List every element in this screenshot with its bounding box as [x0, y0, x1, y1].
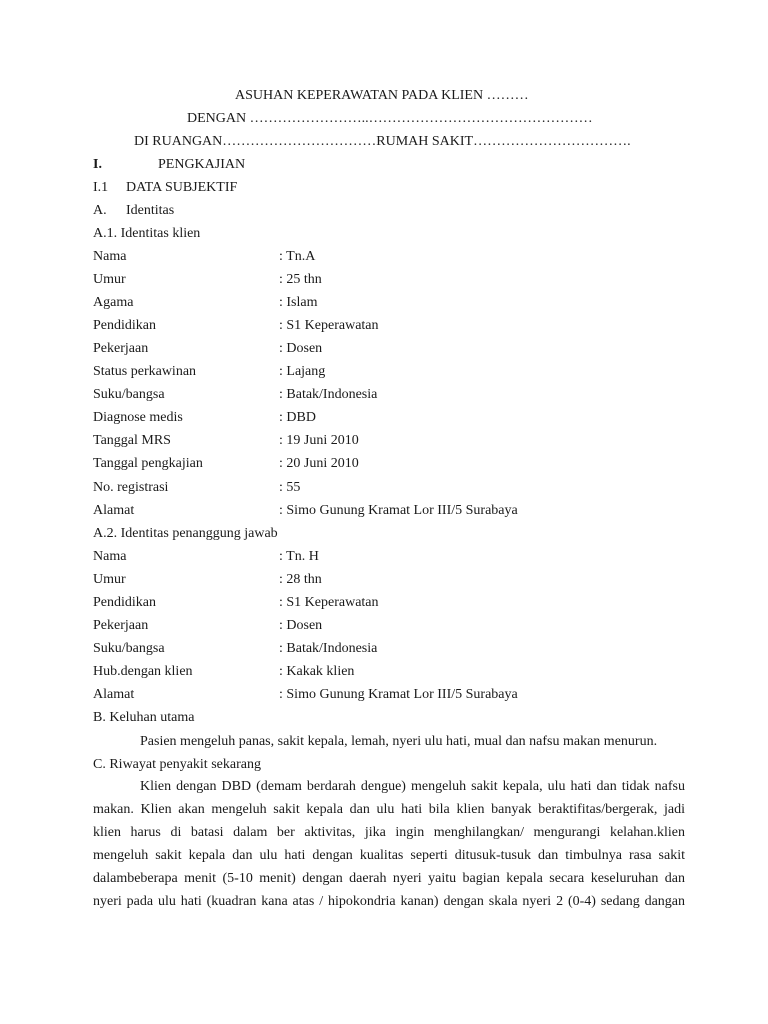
row-value: : Dosen — [279, 341, 323, 356]
table-row — [0, 455, 768, 473]
table-row — [0, 571, 768, 589]
row-value: : Tn. H — [279, 549, 319, 564]
row-label: Agama — [93, 295, 134, 310]
row-label: Umur — [93, 572, 126, 587]
row-value: : Kakak klien — [279, 664, 355, 679]
identitas-title: Identitas — [126, 203, 175, 218]
row-value: : 19 Juni 2010 — [279, 433, 359, 448]
table-row — [0, 271, 768, 289]
keluhan-text: Pasien mengeluh panas, sakit kepala, lemah, nyeri ulu hati, mual dan nafsu makan menurun. — [140, 734, 658, 749]
row-value: : S1 Keperawatan — [279, 318, 379, 333]
row-value: : DBD — [279, 410, 316, 425]
table-row — [0, 640, 768, 658]
row-value: : Simo Gunung Kramat Lor III/5 Surabaya — [279, 687, 518, 702]
riwayat-heading: C. Riwayat penyakit sekarang — [93, 757, 261, 772]
subsection-title: DATA SUBJEKTIF — [126, 180, 238, 195]
row-value: : Dosen — [279, 618, 323, 633]
klien-heading: A.1. Identitas klien — [93, 226, 201, 241]
row-label: No. registrasi — [93, 480, 169, 495]
identitas-letter: A. — [93, 203, 107, 218]
table-row — [0, 317, 768, 335]
riwayat-paragraph — [93, 775, 685, 913]
row-label: Suku/bangsa — [93, 387, 165, 402]
keluhan-heading: B. Keluhan utama — [93, 710, 195, 725]
row-label: Pendidikan — [93, 595, 156, 610]
row-value: : Islam — [279, 295, 318, 310]
paragraph-line: dalambeberapa menit (5-10 menit) dengan daerah nyeri yaitu bagian kepala secara keseluruhan dan — [93, 871, 685, 886]
penanggung-heading: A.2. Identitas penanggung jawab — [93, 526, 278, 541]
table-row — [0, 502, 768, 520]
row-value: : 55 — [279, 480, 301, 495]
table-row — [0, 617, 768, 635]
table-row — [0, 248, 768, 266]
row-label: Pendidikan — [93, 318, 156, 333]
row-label: Nama — [93, 249, 127, 264]
row-value: : 25 thn — [279, 272, 322, 287]
row-label: Hub.dengan klien — [93, 664, 193, 679]
row-value: : 28 thn — [279, 572, 322, 587]
table-row — [0, 663, 768, 681]
row-value: : Tn.A — [279, 249, 316, 264]
table-row — [0, 409, 768, 427]
table-row — [0, 432, 768, 450]
row-label: Suku/bangsa — [93, 641, 165, 656]
table-row — [0, 363, 768, 381]
paragraph-line: mengeluh sakit kepala dan ulu hati dengan kualitas seperti ditusuk-tusuk dan timbulnya rasa sakit — [93, 848, 685, 863]
row-label: Umur — [93, 272, 126, 287]
row-value: : S1 Keperawatan — [279, 595, 379, 610]
row-label: Tanggal MRS — [93, 433, 171, 448]
paragraph-line: klien harus di batasi dalam ber aktivitas, jika ingin menghilangkan/ mengurangi kelahan.klien — [93, 825, 685, 840]
section-title: PENGKAJIAN — [158, 157, 246, 172]
paragraph-line: makan. Klien akan mengeluh sakit kepala dan ulu hati bila klien banyak beraktifitas/bergerak, jadi — [93, 802, 685, 817]
row-label: Pekerjaan — [93, 341, 149, 356]
paragraph-line: Klien dengan DBD (demam berdarah dengue) mengeluh sakit kepala, ulu hati dan tidak nafsu — [140, 779, 685, 794]
table-row — [0, 386, 768, 404]
row-label: Nama — [93, 549, 127, 564]
table-row — [0, 340, 768, 358]
row-label: Alamat — [93, 503, 135, 518]
row-label: Status perkawinan — [93, 364, 197, 379]
table-row — [0, 479, 768, 497]
row-value: : Batak/Indonesia — [279, 641, 378, 656]
row-label: Alamat — [93, 687, 135, 702]
row-value: : Batak/Indonesia — [279, 387, 378, 402]
row-value: : Simo Gunung Kramat Lor III/5 Surabaya — [279, 503, 518, 518]
subsection-number: I.1 — [93, 180, 109, 195]
table-row — [0, 594, 768, 612]
paragraph-line: nyeri pada ulu hati (kuadran kana atas / hipokondria kanan) dengan skala nyeri 2 (0-4) sedang dangan — [93, 894, 685, 909]
row-value: : Lajang — [279, 364, 326, 379]
row-label: Tanggal pengkajian — [93, 456, 203, 471]
section-number: I. — [93, 157, 102, 172]
row-value: : 20 Juni 2010 — [279, 456, 359, 471]
table-row — [0, 548, 768, 566]
document-title: ASUHAN KEPERAWATAN PADA KLIEN ……… — [235, 88, 529, 103]
table-row — [0, 686, 768, 704]
row-label: Pekerjaan — [93, 618, 149, 633]
document-subtitle: DENGAN ……………………..………………………………………… — [187, 111, 593, 126]
table-row — [0, 294, 768, 312]
row-label: Diagnose medis — [93, 410, 183, 425]
document-location: DI RUANGAN……………………………RUMAH SAKIT……………………………. — [134, 134, 631, 149]
